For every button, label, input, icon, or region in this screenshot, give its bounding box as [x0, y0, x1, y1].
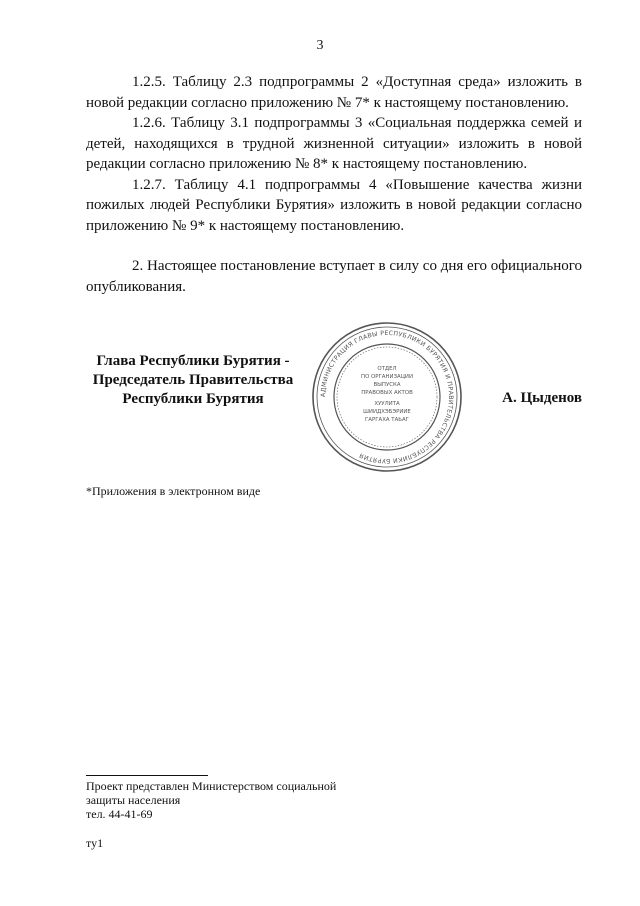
signature-title-line: Председатель Правительства	[92, 372, 294, 388]
body-text	[86, 72, 582, 297]
page-number: 3	[316, 38, 324, 53]
seal-inner-text	[361, 366, 413, 423]
paragraph-1-2-5: 1.2.5. Таблицу 2.3 подпрограммы 2 «Доступная среда» изложить в новой редакции согласно приложению № 7* к настоящему постановлению.	[86, 74, 582, 111]
signature-title-line: Глава Республики Бурятия -	[96, 353, 290, 369]
seal-inner-line: ШИИДХЭБЭРИИЕ	[363, 409, 411, 415]
paragraph-2: 2. Настоящее постановление вступает в силу со дня его официального опубликования.	[86, 258, 582, 295]
footnote-line: защиты населения	[86, 793, 181, 807]
signature-title	[86, 352, 300, 409]
footnote-divider	[86, 775, 208, 776]
seal-ring-text-path: АДМИНИСТРАЦИЯ ГЛАВЫ РЕСПУБЛИКИ БУРЯТИЯ И ПРАВИТЕЛЬСТВА РЕСПУБЛИКИ БУРЯТИЯ	[319, 329, 455, 465]
attachments-note: *Приложения в электронном виде	[86, 484, 261, 498]
footnote	[86, 779, 336, 821]
seal-inner-line: ХУУЛИТА	[374, 401, 400, 407]
seal-inner-line: ОТДЕЛ	[377, 366, 397, 372]
paragraph-1-2-6: 1.2.6. Таблицу 3.1 подпрограммы 3 «Социальная поддержка семей и детей, находящихся в трудной жизненной ситуации» изложить в новой редакции согласно приложению № 8* к настоящему постановлению.	[86, 115, 582, 172]
seal-inner-line: ПО ОРГАНИЗАЦИИ	[361, 374, 413, 380]
seal-inner-line: ВЫПУСКА	[373, 382, 401, 388]
seal-rings	[313, 323, 461, 471]
signature-title-line: Республики Бурятия	[122, 391, 264, 407]
seal-inner-line: ПРАВОВЫХ АКТОВ	[361, 390, 413, 396]
official-seal	[310, 320, 464, 474]
typist-code: ту1	[86, 836, 104, 850]
seal-inner-line: ГАРГАХА ТАЬАГ	[365, 417, 409, 423]
footnote-line: тел. 44-41-69	[86, 807, 153, 821]
footnote-line: Проект представлен Министерством социальной	[86, 779, 337, 793]
signer-name: А. Цыденов	[502, 390, 582, 406]
paragraph-1-2-7: 1.2.7. Таблицу 4.1 подпрограммы 4 «Повышение качества жизни пожилых людей Республики Бурятия» изложить в новой редакции согласно приложению № 9* к настоящему постановлению.	[86, 176, 582, 234]
seal-ring-text	[320, 330, 454, 464]
